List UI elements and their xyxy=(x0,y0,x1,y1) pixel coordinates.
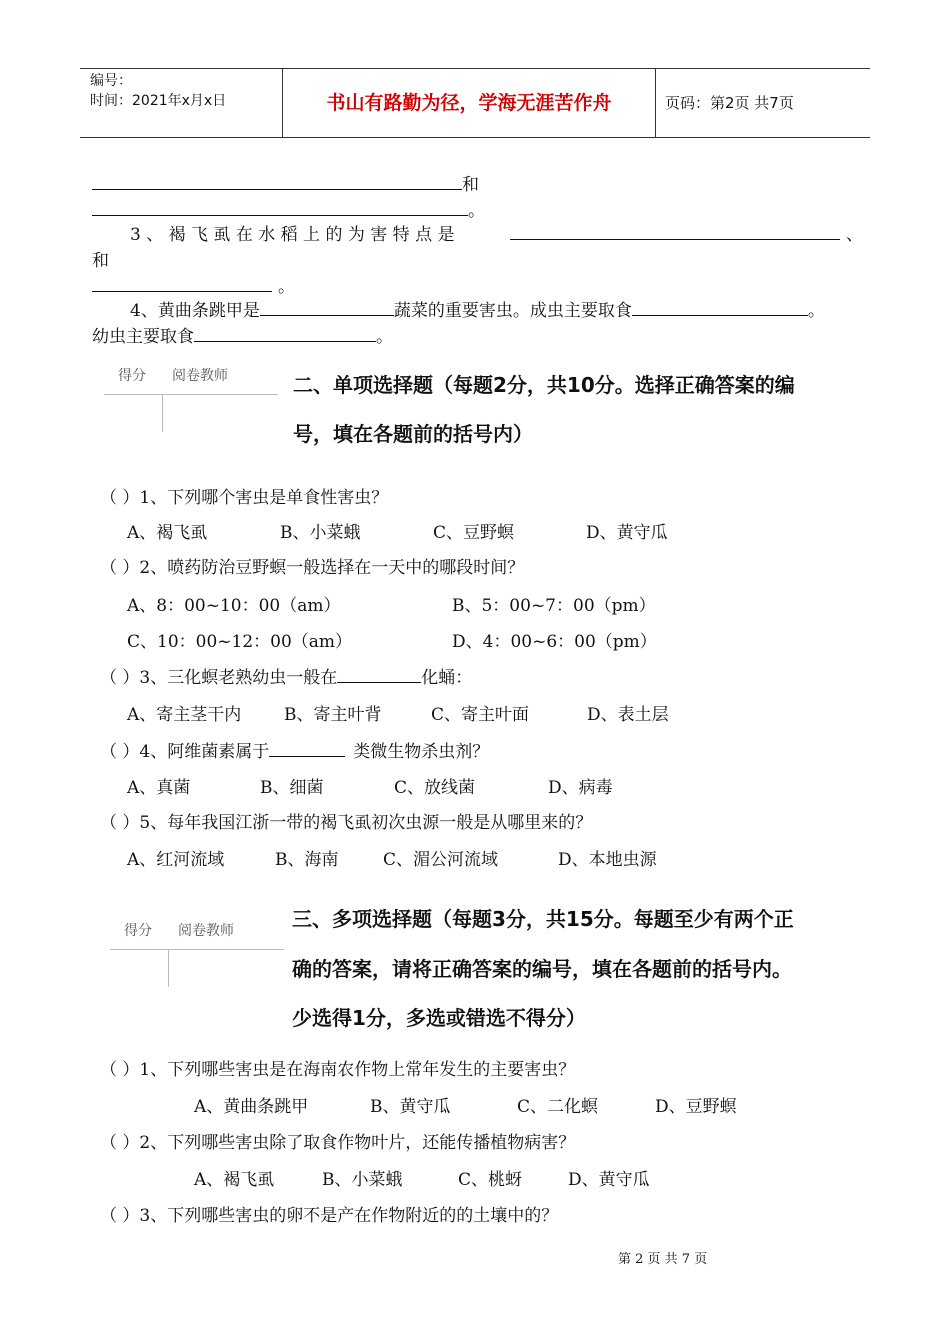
blank xyxy=(260,301,394,316)
option: C、10：00~12：00（am） xyxy=(127,632,353,652)
section3-title-line2: 确的答案，请将正确答案的编号，填在各题前的括号内。 xyxy=(292,957,792,981)
question-2-2 xyxy=(100,553,524,578)
option: B、黄守瓜 xyxy=(370,1097,451,1117)
option: B、5：00~7：00（pm） xyxy=(452,596,656,616)
question-text: 1、下列哪些害虫是在海南农作物上常年发生的主要害虫？ xyxy=(139,1060,576,1080)
page-header xyxy=(80,68,870,138)
answer-bracket[interactable]: （ ） xyxy=(100,1206,140,1226)
date-label: 时间：2021年x月x日 xyxy=(90,93,227,109)
option: A、真菌 xyxy=(127,778,191,798)
blank xyxy=(632,301,808,316)
answer-bracket[interactable]: （ ） xyxy=(100,1060,140,1080)
question-text: 5、每年我国江浙一带的褐飞虱初次虫源一般是从哪里来的？ xyxy=(139,813,593,833)
motto: 书山有路勤为径，学海无涯苦作舟 xyxy=(283,69,656,137)
answer-bracket[interactable]: （ ） xyxy=(100,742,140,762)
score-box-divider xyxy=(110,949,284,950)
option: A、黄曲条跳甲 xyxy=(194,1097,309,1117)
fill-text: 4、黄曲条跳甲是 xyxy=(130,301,260,321)
fill-text: 。 xyxy=(278,277,295,297)
header-info-cell xyxy=(80,69,283,137)
option: C、桃蚜 xyxy=(458,1170,523,1190)
question-text: 1、下列哪个害虫是单食性害虫？ xyxy=(139,488,389,508)
option: A、8：00~10：00（am） xyxy=(127,596,341,616)
fill-q3-blank xyxy=(510,220,863,245)
q3-text: 3 、 褐 飞 虱 在 水 稻 上 的 为 害 特 点 是 xyxy=(130,225,455,245)
question-text: 2、下列哪些害虫除了取食作物叶片，还能传播植物病害？ xyxy=(139,1133,576,1153)
question-2-1 xyxy=(100,483,388,508)
blank xyxy=(92,201,468,216)
score-box-divider xyxy=(162,394,163,432)
score-label: 得分 xyxy=(118,368,146,384)
section2-title-line2: 号，填在各题前的括号内） xyxy=(293,422,533,446)
fill-text: 。 xyxy=(807,301,825,321)
fill-line-2 xyxy=(92,196,485,221)
fill-text: 、 xyxy=(846,225,863,245)
question-text: 化蛹： xyxy=(421,668,473,688)
question-3-3 xyxy=(100,1201,558,1226)
option: A、褐飞虱 xyxy=(127,523,208,543)
option: D、病毒 xyxy=(548,778,613,798)
section3-title-line3: 少选得1分，多选或错选不得分） xyxy=(292,1006,586,1030)
answer-bracket[interactable]: （ ） xyxy=(100,668,140,688)
option: C、二化螟 xyxy=(517,1097,599,1117)
option: D、表土层 xyxy=(587,705,669,725)
option: D、黄守瓜 xyxy=(586,523,668,543)
option: B、小菜蛾 xyxy=(322,1170,403,1190)
fill-line-1 xyxy=(92,170,479,195)
answer-bracket[interactable]: （ ） xyxy=(100,813,140,833)
option: C、湄公河流域 xyxy=(383,850,499,870)
question-3-2 xyxy=(100,1128,575,1153)
option: B、寄主叶背 xyxy=(284,705,382,725)
fill-q3-and: 和 xyxy=(92,251,109,271)
blank xyxy=(92,277,272,292)
fill-text: 幼虫主要取食 xyxy=(92,327,194,347)
question-text: 4、阿维菌素属于 xyxy=(139,742,270,762)
option: D、黄守瓜 xyxy=(568,1170,650,1190)
blank xyxy=(510,225,840,240)
option: D、4：00~6：00（pm） xyxy=(452,632,657,652)
option: C、豆野螟 xyxy=(433,523,515,543)
teacher-label: 阅卷教师 xyxy=(172,368,228,384)
option: D、豆野螟 xyxy=(655,1097,737,1117)
blank xyxy=(337,668,421,683)
question-2-3 xyxy=(100,663,472,688)
fill-text: 和 xyxy=(462,175,479,195)
fill-q3 xyxy=(130,220,454,245)
number-label: 编号： xyxy=(90,73,132,89)
option: C、放线菌 xyxy=(394,778,476,798)
question-text: 3、下列哪些害虫的卵不是产在作物附近的的土壤中的？ xyxy=(139,1206,559,1226)
blank xyxy=(194,327,376,342)
option: D、本地虫源 xyxy=(558,850,657,870)
option: A、寄主茎干内 xyxy=(127,705,242,725)
blank xyxy=(92,175,462,190)
fill-q4-larva xyxy=(92,322,393,347)
question-text: 3、三化螟老熟幼虫一般在 xyxy=(139,668,338,688)
option: B、小菜蛾 xyxy=(280,523,361,543)
question-2-5 xyxy=(100,808,592,833)
fill-text: 。 xyxy=(376,327,393,347)
option: A、褐飞虱 xyxy=(194,1170,275,1190)
option: B、细菌 xyxy=(260,778,324,798)
fill-text: 蔬菜的重要害虫。成虫主要取食 xyxy=(393,301,632,321)
option: C、寄主叶面 xyxy=(431,705,530,725)
fill-q4 xyxy=(130,296,825,321)
section3-title-line1: 三、多项选择题（每题3分，共15分。每题至少有两个正 xyxy=(292,907,794,931)
question-text: 类微生物杀虫剂？ xyxy=(353,742,490,762)
question-2-4 xyxy=(100,737,489,762)
answer-bracket[interactable]: （ ） xyxy=(100,1133,140,1153)
option: B、海南 xyxy=(275,850,339,870)
section2-title-line1: 二、单项选择题（每题2分，共10分。选择正确答案的编 xyxy=(293,373,795,397)
answer-bracket[interactable]: （ ） xyxy=(100,558,140,578)
score-box-divider xyxy=(168,949,169,987)
question-text: 2、喷药防治豆野螟一般选择在一天中的哪段时间？ xyxy=(139,558,525,578)
blank xyxy=(269,742,345,757)
fill-text: 。 xyxy=(468,201,485,221)
teacher-label: 阅卷教师 xyxy=(178,923,234,939)
score-label: 得分 xyxy=(124,923,152,939)
question-3-1 xyxy=(100,1055,575,1080)
page-label: 页码：第2页 共7页 xyxy=(665,94,794,112)
fill-q3-end xyxy=(92,272,295,297)
answer-bracket[interactable]: （ ） xyxy=(100,488,140,508)
page-footer: 第 2 页 共 7 页 xyxy=(618,1252,708,1267)
score-box-divider xyxy=(104,394,278,395)
option: A、红河流域 xyxy=(127,850,225,870)
